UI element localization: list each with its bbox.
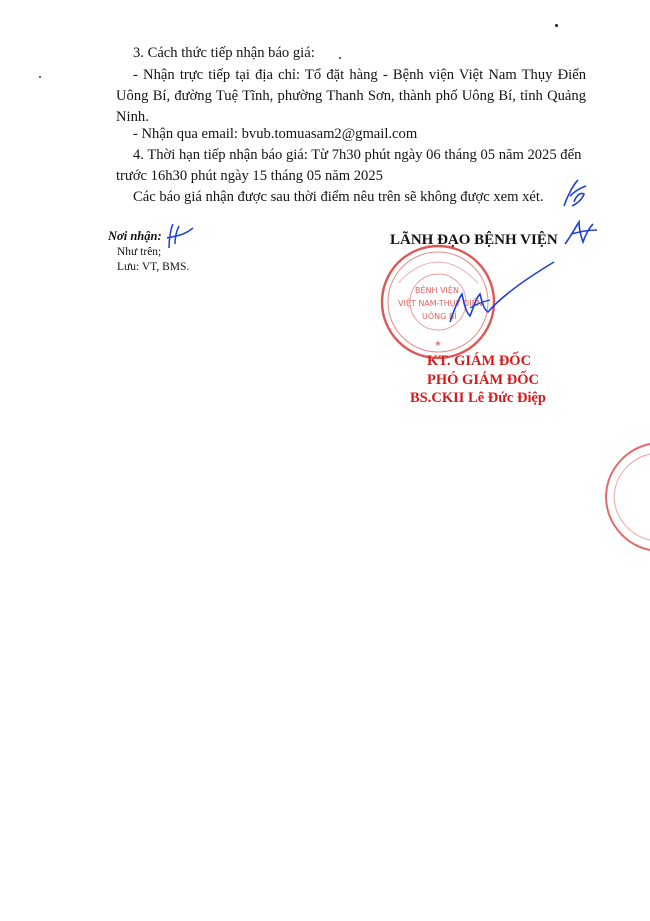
stamp-line: VIỆT NAM-THỤY ĐIỂN [398,299,483,308]
paper-speck [555,24,558,27]
edge-seal-fragment [600,440,650,555]
heading-initials [563,218,599,248]
on-behalf-title: KT. GIÁM ĐỐC [427,353,532,369]
recipients-initials [163,222,197,250]
deadline-line-2: trước 16h30 phút ngày 15 tháng 05 năm 2025 [116,168,383,184]
paper-speck [39,76,41,78]
method-heading: 3. Cách thức tiếp nhận báo giá: [133,45,315,61]
initials-mark [560,176,590,210]
stamp-line: BỆNH VIỆN [415,286,459,295]
svg-text:★: ★ [434,339,442,348]
director-signature [440,260,560,330]
late-notice: Các báo giá nhận được sau thời điểm nêu trên sẽ không được xem xét. [133,189,544,205]
recipient-item: Lưu: VT, BMS. [117,261,190,273]
recipients-label: Nơi nhận: [108,229,162,243]
email-receipt: - Nhận qua email: bvub.tomuasam2@gmail.com [133,126,418,142]
signature-heading: LÃNH ĐẠO BỆNH VIỆN [390,232,558,248]
deadline-line-1: 4. Thời hạn tiếp nhận báo giá: Từ 7h30 phút ngày 06 tháng 05 năm 2025 đến [133,147,582,163]
signer-name: BS.CKII Lê Đức Điệp [410,390,546,406]
recipient-item: Như trên; [117,246,162,258]
deputy-director-title: PHÓ GIÁM ĐỐC [427,372,539,388]
stamp-line: UÔNG BÍ [422,312,457,321]
paper-speck [339,57,341,59]
direct-receipt-paragraph: - Nhận trực tiếp tại địa chỉ: Tổ đặt hàng - Bệnh viện Việt Nam Thụy Điển Uông Bí, đường Tuệ Tĩnh, phường Thanh Sơn, thành phố Uông Bí, tỉnh Quảng Ninh. [116,67,586,125]
